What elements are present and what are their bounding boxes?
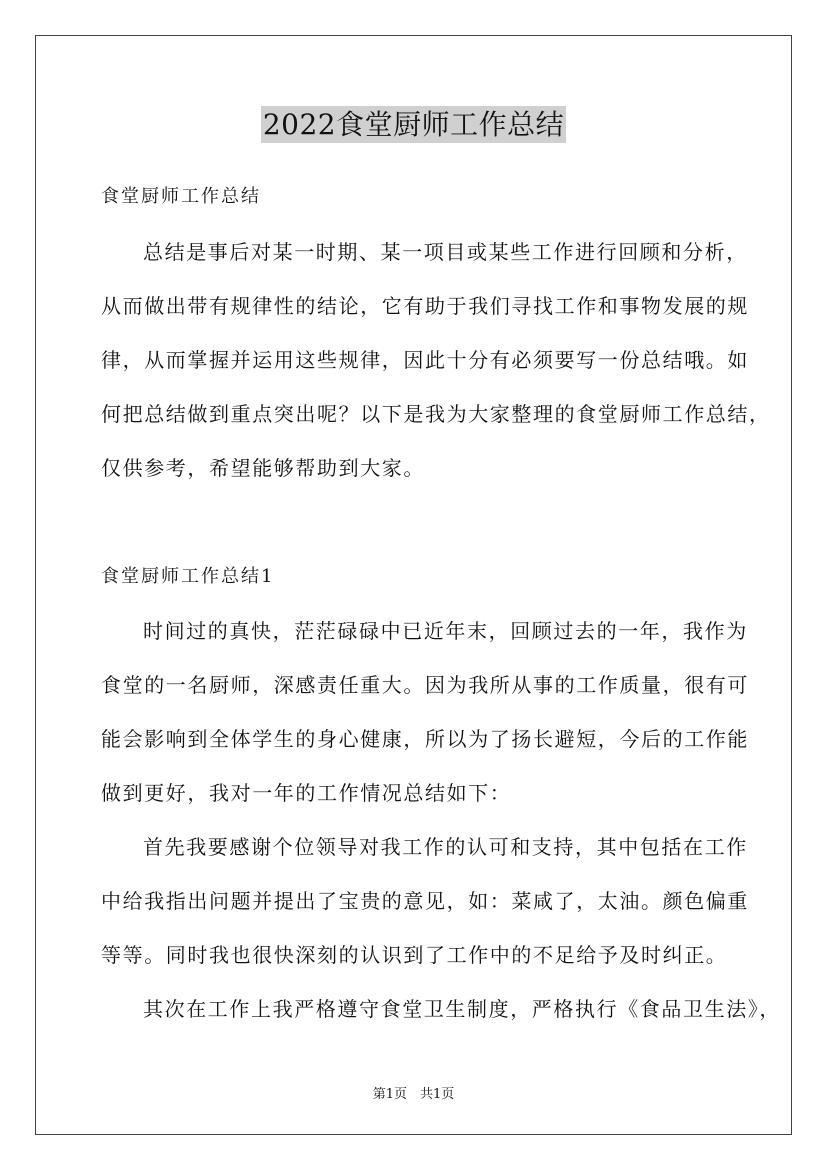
paragraph-line: 从而做出带有规律性的结论，它有助于我们寻找工作和事物发展的规: [101, 294, 749, 318]
paragraph-line: 总结是事后对某一时期、某一项目或某些工作进行回顾和分析，: [143, 240, 748, 264]
paragraph-line: 能会影响到全体学生的身心健康，所以为了扬长避短，今后的工作能: [101, 727, 749, 751]
paragraph-line: 食堂的一名厨师，深感责任重大。因为我所从事的工作质量，很有可: [101, 673, 749, 697]
paragraph-line: 律，从而掌握并运用这些规律，因此十分有必须要写一份总结哦。如: [101, 348, 749, 372]
paragraph-line: 时间过的真快，茫茫碌碌中已近年末，回顾过去的一年，我作为: [143, 619, 748, 643]
paragraph-line: 何把总结做到重点突出呢？以下是我为大家整理的食堂厨师工作总结，: [101, 402, 771, 426]
page-footer: 第1页 共1页: [372, 1087, 455, 1102]
section-heading-intro: 食堂厨师工作总结: [101, 186, 261, 207]
paragraph-line: 做到更好，我对一年的工作情况总结如下：: [101, 781, 512, 805]
paragraph-line: 中给我指出问题并提出了宝贵的意见，如：菜咸了，太油。颜色偏重: [101, 889, 749, 913]
paragraph-line: 其次在工作上我严格遵守食堂卫生制度，严格执行《食品卫生法》，: [143, 997, 781, 1021]
section-heading-1: 食堂厨师工作总结1: [101, 566, 275, 587]
paragraph-line: 等等。同时我也很快深刻的认识到了工作中的不足给予及时纠正。: [101, 943, 728, 967]
document-title-text: 2022食堂厨师工作总结: [262, 108, 565, 141]
document-title: [0, 103, 827, 143]
paragraph-line: 仅供参考，希望能够帮助到大家。: [101, 456, 425, 480]
paragraph-line: 首先我要感谢个位领导对我工作的认可和支持，其中包括在工作: [143, 835, 748, 859]
